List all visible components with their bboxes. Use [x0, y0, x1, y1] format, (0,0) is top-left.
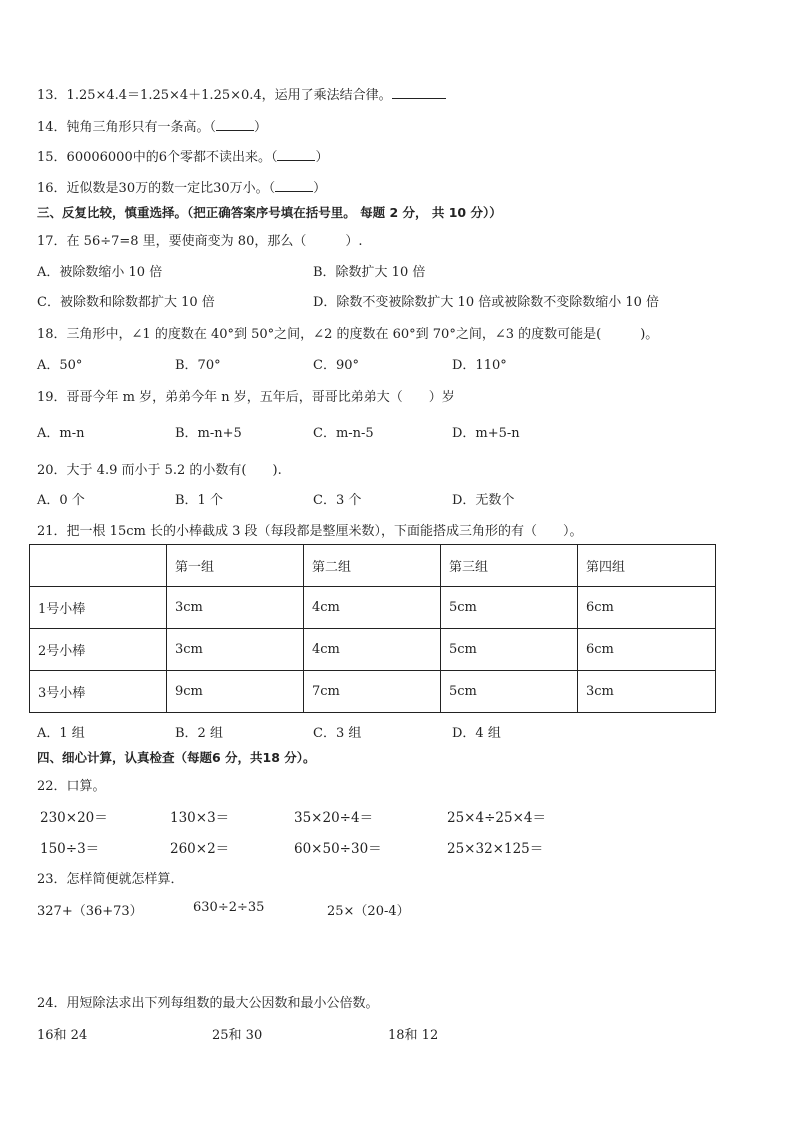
table-cell: 2号小棒	[30, 629, 167, 671]
q20-option-c[interactable]: C．3 个	[313, 493, 362, 508]
q23-item: 327+（36+73）	[37, 904, 143, 919]
q17-option-d[interactable]: D．除数不变被除数扩大 10 倍或被除数不变除数缩小 10 倍	[313, 295, 660, 310]
q19-option-d[interactable]: D．m+5-n	[452, 426, 520, 441]
q22-item: 260×2＝	[170, 841, 230, 857]
question-14	[37, 116, 267, 135]
question-16-close: ）	[313, 181, 327, 196]
question-14-close: ）	[254, 120, 268, 135]
answer-blank-14[interactable]	[216, 118, 254, 131]
q20-option-d[interactable]: D．无数个	[452, 493, 515, 508]
q18-option-b[interactable]: B．70°	[175, 358, 221, 373]
q20-option-a[interactable]: A．0 个	[37, 493, 85, 508]
answer-blank-13[interactable]	[392, 86, 446, 99]
q18-option-d[interactable]: D．110°	[452, 358, 507, 373]
question-23: 23．怎样简便就怎样算．	[37, 872, 184, 887]
table-cell: 3号小棒	[30, 671, 167, 713]
q22-item: 25×32×125＝	[447, 841, 544, 857]
table-cell: 4cm	[304, 629, 441, 671]
question-22: 22．口算。	[37, 779, 106, 794]
question-18: 18．三角形中，∠1 的度数在 40°到 50°之间，∠2 的度数在 60°到 70°之间，∠3 的度数可能是( )。	[37, 327, 659, 342]
question-13	[37, 84, 446, 103]
answer-blank-16[interactable]	[275, 179, 313, 192]
q19-option-b[interactable]: B．m-n+5	[175, 426, 242, 441]
q21-option-a[interactable]: A．1 组	[37, 726, 85, 741]
question-21: 21．把一根 15cm 长的小棒截成 3 段（每段都是整厘米数），下面能搭成三角形的有（ ）。	[37, 524, 583, 539]
table-cell: 5cm	[441, 587, 578, 629]
q20-option-b[interactable]: B．1 个	[175, 493, 223, 508]
question-14-text: 14．钝角三角形只有一条高。（	[37, 120, 217, 135]
table-cell: 7cm	[304, 671, 441, 713]
table-cell: 4cm	[304, 587, 441, 629]
question-19: 19．哥哥今年 m 岁，弟弟今年 n 岁，五年后，哥哥比弟弟大（ ）岁	[37, 390, 455, 405]
table-header-cell: 第二组	[304, 545, 441, 587]
q22-item: 230×20＝	[40, 810, 108, 826]
table-cell: 5cm	[441, 671, 578, 713]
table-cell: 3cm	[167, 587, 304, 629]
question-16	[37, 177, 326, 196]
table-row	[30, 587, 716, 629]
table-header-cell	[30, 545, 167, 587]
q21-option-b[interactable]: B．2 组	[175, 726, 223, 741]
question-15-close: ）	[315, 150, 329, 165]
q21-option-d[interactable]: D．4 组	[452, 726, 501, 741]
table-row	[30, 671, 716, 713]
question-17: 17．在 56÷7=8 里，要使商变为 80，那么（ ）.	[37, 234, 363, 249]
q17-option-c[interactable]: C．被除数和除数都扩大 10 倍	[37, 295, 215, 310]
table-cell: 1号小棒	[30, 587, 167, 629]
q17-option-b[interactable]: B．除数扩大 10 倍	[313, 265, 426, 280]
q24-item: 16和 24	[37, 1028, 88, 1043]
table-cell: 9cm	[167, 671, 304, 713]
question-15	[37, 146, 329, 165]
q23-item: 630÷2÷35	[193, 900, 265, 915]
table-cell: 6cm	[578, 587, 716, 629]
q24-item: 18和 12	[388, 1028, 439, 1043]
question-20: 20．大于 4.9 而小于 5.2 的小数有( ).	[37, 463, 282, 478]
section-3-title: 三、反复比较，慎重选择。（把正确答案序号填在括号里。 每题 2 分， 共 10 分））	[37, 205, 502, 220]
q22-item: 150÷3＝	[40, 841, 100, 857]
table-cell: 6cm	[578, 629, 716, 671]
question-24: 24．用短除法求出下列每组数的最大公因数和最小公倍数。	[37, 996, 379, 1011]
q22-item: 35×20÷4＝	[294, 810, 374, 826]
rods-table	[29, 544, 716, 713]
question-16-text: 16．近似数是30万的数一定比30万小。（	[37, 181, 276, 196]
q18-option-c[interactable]: C．90°	[313, 358, 359, 373]
table-header-row	[30, 545, 716, 587]
answer-blank-15[interactable]	[277, 148, 315, 161]
question-13-text: 13．1.25×4.4＝1.25×4＋1.25×0.4，运用了乘法结合律。	[37, 88, 392, 103]
q19-option-a[interactable]: A．m-n	[37, 426, 85, 441]
table-header-cell: 第四组	[578, 545, 716, 587]
q22-item: 25×4÷25×4＝	[447, 810, 546, 826]
table-row	[30, 629, 716, 671]
table-header-cell: 第一组	[167, 545, 304, 587]
q19-option-c[interactable]: C．m-n-5	[313, 426, 374, 441]
table-cell: 3cm	[167, 629, 304, 671]
section-4-title: 四、细心计算，认真检查（每题6 分，共18 分）。	[37, 750, 316, 765]
q22-item: 130×3＝	[170, 810, 230, 826]
question-15-text: 15．60006000中的6个零都不读出来。（	[37, 150, 278, 165]
q18-option-a[interactable]: A．50°	[37, 358, 83, 373]
q23-item: 25×（20-4）	[327, 904, 410, 919]
q21-option-c[interactable]: C．3 组	[313, 726, 362, 741]
q22-item: 60×50÷30＝	[294, 841, 382, 857]
table-cell: 5cm	[441, 629, 578, 671]
q17-option-a[interactable]: A．被除数缩小 10 倍	[37, 265, 163, 280]
table-header-cell: 第三组	[441, 545, 578, 587]
table-cell: 3cm	[578, 671, 716, 713]
q24-item: 25和 30	[212, 1028, 263, 1043]
